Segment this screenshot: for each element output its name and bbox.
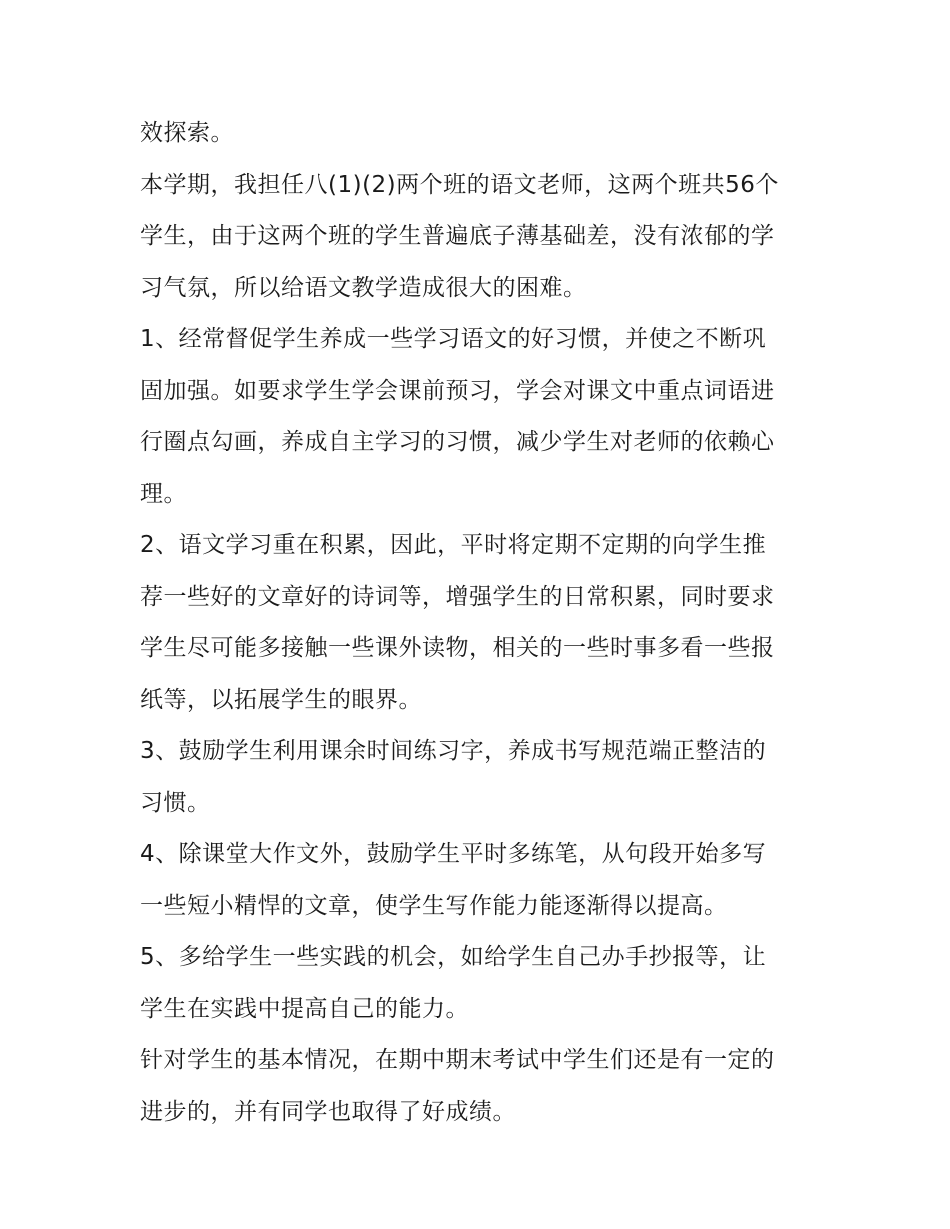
text-line: 固加强。如要求学生学会课前预习，学会对课文中重点词语进 bbox=[140, 377, 775, 404]
text-line: 1、经常督促学生养成一些学习语文的好习惯，并使之不断巩 bbox=[140, 326, 767, 352]
text-line: 4、除课堂大作文外，鼓励学生平时多练笔，从句段开始多写 bbox=[140, 841, 767, 867]
text-line: 一些短小精悍的文章，使学生写作能力能逐渐得以提高。 bbox=[140, 892, 728, 919]
text-line: 行圈点勾画，养成自主学习的习惯，减少学生对老师的依赖心 bbox=[140, 429, 775, 455]
text-line: 习气氛，所以给语文教学造成很大的困难。 bbox=[140, 274, 587, 301]
text-line: 荐一些好的文章好的诗词等，增强学生的日常积累，同时要求 bbox=[140, 583, 775, 610]
text-line: 效探索。 bbox=[140, 120, 234, 146]
text-line: 学生，由于这两个班的学生普遍底子薄基础差，没有浓郁的学 bbox=[140, 223, 775, 249]
text-line: 3、鼓励学生利用课余时间练习字，养成书写规范端正整洁的 bbox=[140, 738, 767, 764]
text-line: 进步的，并有同学也取得了好成绩。 bbox=[140, 1098, 516, 1125]
document-body bbox=[140, 108, 820, 1138]
text-line: 2、语文学习重在积累，因此，平时将定期不定期的向学生推 bbox=[140, 532, 767, 558]
text-line: 理。 bbox=[140, 480, 187, 507]
text-line: 针对学生的基本情况，在期中期末考试中学生们还是有一定的 bbox=[140, 1047, 775, 1073]
text-line: 本学期，我担任八(1)(2)两个班的语文老师，这两个班共56个 bbox=[140, 171, 779, 198]
text-line: 5、多给学生一些实践的机会，如给学生自己办手抄报等，让 bbox=[140, 944, 767, 970]
text-line: 学生在实践中提高自己的能力。 bbox=[140, 995, 469, 1022]
text-line: 纸等，以拓展学生的眼界。 bbox=[140, 686, 422, 713]
text-line: 学生尽可能多接触一些课外读物，相关的一些时事多看一些报 bbox=[140, 635, 775, 661]
text-line: 习惯。 bbox=[140, 789, 211, 816]
